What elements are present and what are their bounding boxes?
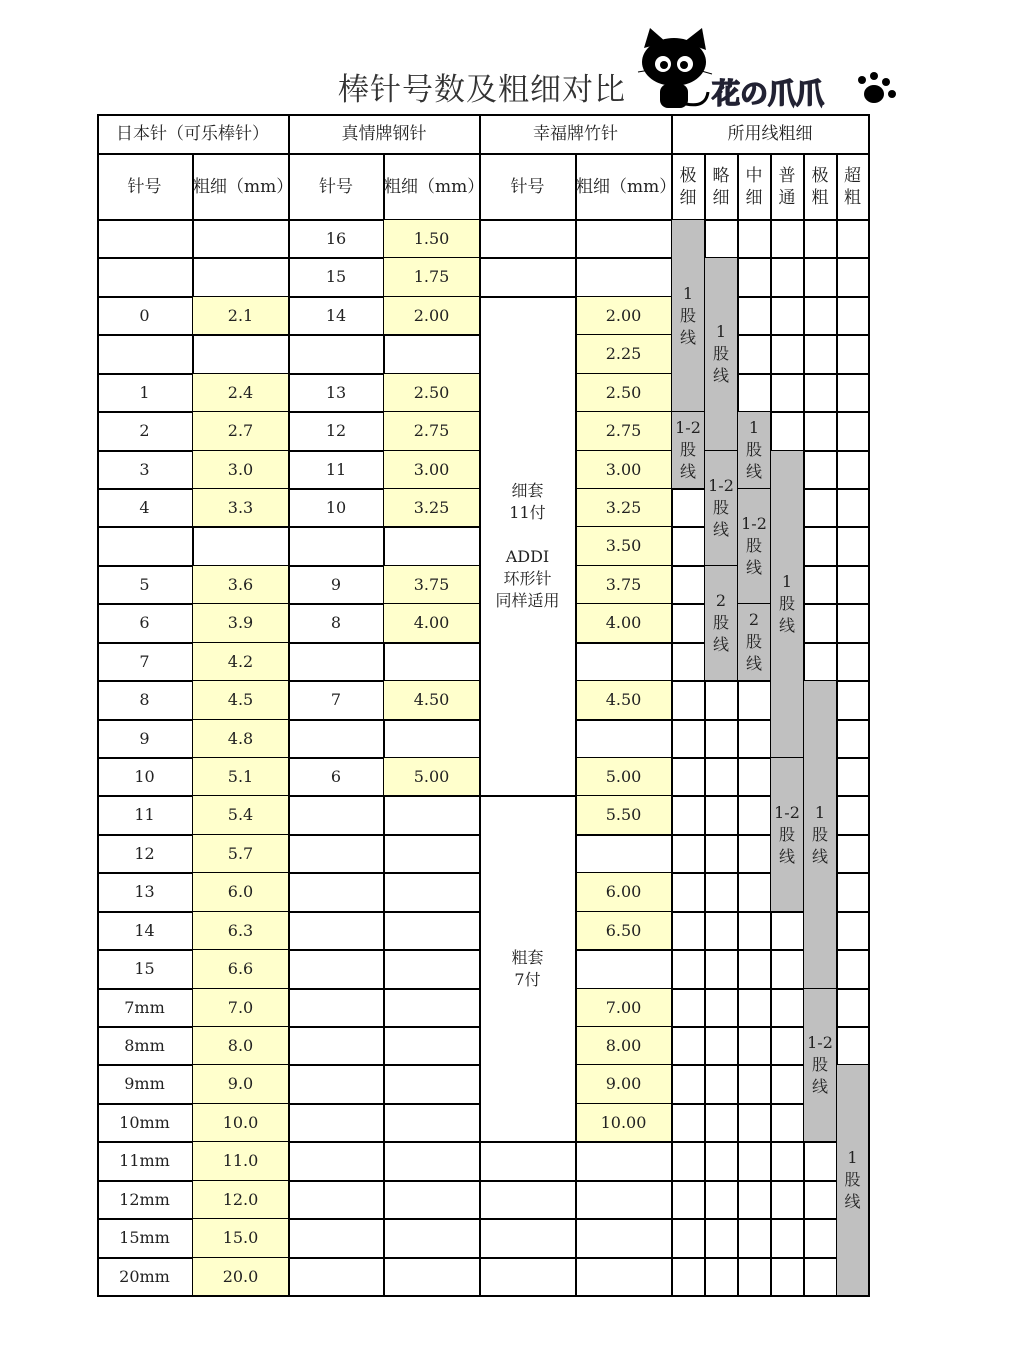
japanese-needle-no: 10 [97,758,194,797]
zhenqing-size-mm [384,873,481,913]
xingfu-size-mm: 6.50 [576,912,673,951]
xingfu-size-mm: 6.00 [576,873,673,913]
zhenqing-size-mm [384,720,481,759]
thread-cell-empty [705,1027,739,1066]
zhenqing-size-mm: 2.00 [384,297,481,336]
xingfu-size-mm [576,1258,673,1297]
thread-header: 略 细 [705,154,739,221]
xingfu-size-mm: 4.00 [576,604,673,644]
zhenqing-needle-no [289,720,385,759]
thread-ply-span: 1-2 股 线 [804,989,838,1143]
thread-ply-span: 2 股 线 [705,566,739,682]
thread-cell-empty [837,258,870,298]
japanese-size-mm: 8.0 [193,1027,290,1066]
japanese-needle-no: 1 [97,374,194,413]
thread-cell-empty [672,758,706,797]
thread-cell-empty [738,950,772,990]
zhenqing-needle-no [289,796,385,836]
xingfu-needle-no [480,1181,577,1220]
xingfu-size-mm: 10.00 [576,1104,673,1143]
thread-cell-empty [738,758,772,797]
zhenqing-needle-no [289,1181,385,1220]
thread-cell-empty [771,335,805,375]
thread-cell-empty [837,835,870,874]
xingfu-size-mm: 4.50 [576,681,673,721]
zhenqing-size-mm [384,1065,481,1105]
japanese-needle-no: 7mm [97,989,194,1028]
xingfu-size-mm: 5.50 [576,796,673,836]
thread-cell-empty [804,1181,838,1220]
japanese-size-mm: 11.0 [193,1142,290,1182]
xingfu-size-mm [576,1219,673,1259]
thread-cell-empty [771,1219,805,1259]
zhenqing-needle-no [289,1219,385,1259]
xingfu-needle-no [480,1142,577,1182]
zhenqing-size-mm: 4.00 [384,604,481,644]
zhenqing-needle-no: 16 [289,220,385,259]
xingfu-size-mm: 2.00 [576,297,673,336]
thread-cell-empty [837,912,870,951]
size-mm-header: 粗细（mm） [576,154,673,221]
japanese-needle-no: 5 [97,566,194,605]
thread-cell-empty [738,297,772,336]
thread-cell-empty [672,681,706,721]
japanese-needle-no: 7 [97,643,194,682]
thread-cell-empty [771,989,805,1028]
thread-ply-span: 2 股 线 [738,604,772,682]
xingfu-size-mm [576,1142,673,1182]
thread-header: 中 细 [738,154,772,221]
zhenqing-needle-no [289,1142,385,1182]
zhenqing-needle-no [289,873,385,913]
thread-cell-empty [771,258,805,298]
thread-header: 极 粗 [804,154,838,221]
japanese-size-mm: 4.8 [193,720,290,759]
japanese-size-mm: 5.1 [193,758,290,797]
xingfu-size-mm: 7.00 [576,989,673,1028]
thread-cell-empty [738,258,772,298]
zhenqing-needle-no: 15 [289,258,385,298]
thread-cell-empty [771,1065,805,1105]
thread-cell-empty [804,220,838,259]
zhenqing-needle-no [289,335,385,375]
thread-ply-span: 1-2 股 线 [672,412,706,490]
thread-cell-empty [705,758,739,797]
thread-cell-empty [672,1258,706,1297]
zhenqing-needle-no: 13 [289,374,385,413]
thread-cell-empty [705,1065,739,1105]
thread-cell-empty [672,604,706,644]
xingfu-size-mm [576,835,673,874]
thread-cell-empty [672,1142,706,1182]
thread-cell-empty [738,681,772,721]
thread-ply-span: 1 股 线 [738,412,772,490]
thread-cell-empty [771,297,805,336]
japanese-needle-no: 6 [97,604,194,644]
japanese-needle-no: 8 [97,681,194,721]
japanese-needle-no: 4 [97,489,194,528]
zhenqing-needle-no [289,950,385,990]
thread-cell-empty [771,1027,805,1066]
japanese-needle-no [97,335,194,375]
xingfu-size-mm [576,950,673,990]
thread-cell-empty [672,950,706,990]
zhenqing-size-mm [384,1104,481,1143]
thread-cell-empty [837,604,870,644]
japanese-size-mm: 7.0 [193,989,290,1028]
needle-no-header: 针号 [480,154,577,221]
thread-header: 极 细 [672,154,706,221]
thread-cell-empty [672,1104,706,1143]
thread-ply-span: 1 股 线 [771,451,805,759]
thread-cell-empty [672,527,706,567]
japanese-needle-no: 20mm [97,1258,194,1297]
page-title: 棒针号数及粗细对比 [338,72,626,108]
zhenqing-size-mm [384,912,481,951]
japanese-size-mm [193,220,290,259]
thread-cell-empty [804,335,838,375]
xingfu-size-mm: 5.00 [576,758,673,797]
thread-cell-empty [738,1027,772,1066]
japanese-size-mm: 3.9 [193,604,290,644]
thread-cell-empty [672,912,706,951]
thread-cell-empty [705,950,739,990]
thread-cell-empty [705,1104,739,1143]
japanese-size-mm: 20.0 [193,1258,290,1297]
zhenqing-size-mm: 3.00 [384,451,481,490]
japanese-needle-no: 8mm [97,1027,194,1066]
japanese-needle-no: 12 [97,835,194,874]
zhenqing-needle-no: 6 [289,758,385,797]
xingfu-size-mm: 3.75 [576,566,673,605]
thread-cell-empty [837,1027,870,1066]
xingfu-size-mm [576,1181,673,1220]
thread-cell-empty [837,451,870,490]
japanese-needle-no: 9mm [97,1065,194,1105]
thread-cell-empty [804,451,838,490]
zhenqing-size-mm [384,1219,481,1259]
thread-cell-empty [804,297,838,336]
thread-cell-empty [672,1065,706,1105]
japanese-size-mm [193,258,290,298]
thread-cell-empty [837,758,870,797]
zhenqing-size-mm [384,989,481,1028]
group-header-thread: 所用线粗细 [672,114,870,155]
thread-cell-empty [738,1219,772,1259]
japanese-needle-no [97,258,194,298]
thread-cell-empty [738,912,772,951]
thread-cell-empty [837,950,870,990]
thread-cell-empty [804,1219,838,1259]
zhenqing-size-mm: 3.25 [384,489,481,528]
thread-cell-empty [771,950,805,990]
xingfu-needle-no [480,1219,577,1259]
zhenqing-needle-no: 7 [289,681,385,721]
xingfu-set-note: 粗套 7付 [480,796,577,1143]
thread-cell-empty [705,220,739,259]
thread-cell-empty [804,489,838,528]
thread-cell-empty [672,1027,706,1066]
japanese-size-mm: 12.0 [193,1181,290,1220]
thread-cell-empty [738,835,772,874]
japanese-size-mm [193,335,290,375]
zhenqing-size-mm [384,1258,481,1297]
thread-cell-empty [837,643,870,682]
zhenqing-needle-no [289,1065,385,1105]
thread-cell-empty [837,489,870,528]
japanese-size-mm: 3.6 [193,566,290,605]
thread-ply-span: 1-2 股 线 [738,489,772,605]
size-mm-header: 粗细（mm） [384,154,481,221]
thread-cell-empty [804,1142,838,1182]
thread-cell-empty [771,374,805,413]
thread-cell-empty [804,258,838,298]
japanese-needle-no: 12mm [97,1181,194,1220]
thread-cell-empty [837,220,870,259]
thread-ply-span: 1 股 线 [804,681,838,990]
xingfu-size-mm [576,643,673,682]
japanese-needle-no: 11mm [97,1142,194,1182]
thread-ply-span: 1 股 线 [672,220,706,413]
thread-cell-empty [672,1181,706,1220]
thread-cell-empty [738,873,772,913]
zhenqing-needle-no [289,835,385,874]
zhenqing-size-mm: 3.75 [384,566,481,605]
zhenqing-needle-no [289,1258,385,1297]
thread-cell-empty [771,1142,805,1182]
japanese-needle-no: 10mm [97,1104,194,1143]
thread-cell-empty [705,1258,739,1297]
xingfu-size-mm: 3.00 [576,451,673,490]
japanese-size-mm: 5.7 [193,835,290,874]
japanese-needle-no: 3 [97,451,194,490]
zhenqing-size-mm: 2.75 [384,412,481,452]
xingfu-needle-no [480,1258,577,1297]
zhenqing-needle-no [289,1104,385,1143]
xingfu-size-mm: 8.00 [576,1027,673,1066]
thread-ply-span: 1 股 线 [705,258,739,452]
thread-cell-empty [804,527,838,567]
xingfu-size-mm: 3.25 [576,489,673,528]
thread-cell-empty [837,566,870,605]
japanese-size-mm: 3.0 [193,451,290,490]
thread-cell-empty [804,604,838,644]
zhenqing-size-mm: 4.50 [384,681,481,721]
thread-cell-empty [804,566,838,605]
thread-cell-empty [738,1142,772,1182]
xingfu-size-mm [576,720,673,759]
thread-cell-empty [738,220,772,259]
japanese-size-mm: 15.0 [193,1219,290,1259]
xingfu-size-mm: 9.00 [576,1065,673,1105]
zhenqing-needle-no: 10 [289,489,385,528]
thread-cell-empty [672,489,706,528]
thread-cell-empty [738,720,772,759]
thread-cell-empty [705,681,739,721]
japanese-needle-no: 14 [97,912,194,951]
thread-cell-empty [771,220,805,259]
thread-cell-empty [705,835,739,874]
japanese-size-mm [193,527,290,567]
zhenqing-size-mm [384,1027,481,1066]
size-mm-header: 粗细（mm） [193,154,290,221]
japanese-needle-no: 11 [97,796,194,836]
zhenqing-needle-no: 11 [289,451,385,490]
thread-cell-empty [705,796,739,836]
xingfu-size-mm: 2.75 [576,412,673,452]
thread-header: 超 粗 [837,154,870,221]
thread-cell-empty [672,720,706,759]
thread-cell-empty [837,989,870,1028]
japanese-size-mm: 6.6 [193,950,290,990]
thread-cell-empty [738,335,772,375]
thread-cell-empty [804,412,838,452]
group-header-zhenqing: 真情牌钢针 [289,114,481,155]
thread-cell-empty [771,1258,805,1297]
xingfu-size-mm [576,258,673,298]
zhenqing-needle-no [289,912,385,951]
zhenqing-size-mm: 2.50 [384,374,481,413]
xingfu-needle-no [480,258,577,298]
japanese-needle-no: 15mm [97,1219,194,1259]
xingfu-set-note: 细套 11付 ADDI 环形针 同样适用 [480,297,577,797]
japanese-needle-no: 15 [97,950,194,990]
thread-cell-empty [738,1181,772,1220]
thread-cell-empty [705,912,739,951]
thread-cell-empty [705,1181,739,1220]
zhenqing-needle-no [289,989,385,1028]
zhenqing-needle-no: 12 [289,412,385,452]
thread-cell-empty [771,912,805,951]
thread-ply-span: 1-2 股 线 [705,451,739,567]
japanese-size-mm: 3.3 [193,489,290,528]
zhenqing-size-mm [384,835,481,874]
thread-cell-empty [738,1104,772,1143]
cat-logo [636,28,898,112]
japanese-needle-no: 2 [97,412,194,452]
zhenqing-needle-no [289,643,385,682]
xingfu-size-mm: 3.50 [576,527,673,567]
japanese-size-mm: 9.0 [193,1065,290,1105]
japanese-needle-no: 9 [97,720,194,759]
thread-cell-empty [672,873,706,913]
needle-no-header: 针号 [289,154,385,221]
thread-ply-span: 1 股 线 [837,1065,870,1297]
thread-cell-empty [837,527,870,567]
japanese-needle-no: 13 [97,873,194,913]
zhenqing-needle-no [289,527,385,567]
thread-cell-empty [672,566,706,605]
thread-cell-empty [672,989,706,1028]
japanese-needle-no: 0 [97,297,194,336]
thread-cell-empty [672,1219,706,1259]
thread-cell-empty [837,374,870,413]
thread-cell-empty [705,1219,739,1259]
japanese-size-mm: 4.2 [193,643,290,682]
thread-cell-empty [705,989,739,1028]
xingfu-size-mm: 2.50 [576,374,673,413]
needle-no-header: 针号 [97,154,194,221]
zhenqing-size-mm [384,643,481,682]
zhenqing-needle-no: 14 [289,297,385,336]
japanese-size-mm: 6.3 [193,912,290,951]
zhenqing-size-mm: 5.00 [384,758,481,797]
xingfu-size-mm [576,220,673,259]
thread-cell-empty [705,1142,739,1182]
group-header-japanese: 日本针（可乐棒针） [97,114,290,155]
thread-cell-empty [738,1065,772,1105]
thread-cell-empty [705,873,739,913]
zhenqing-size-mm [384,950,481,990]
japanese-size-mm: 2.1 [193,297,290,336]
japanese-size-mm: 2.7 [193,412,290,452]
zhenqing-size-mm [384,1181,481,1220]
thread-cell-empty [672,796,706,836]
thread-ply-span: 1-2 股 线 [771,758,805,913]
zhenqing-needle-no [289,1027,385,1066]
thread-cell-empty [804,643,838,682]
zhenqing-size-mm [384,1142,481,1182]
thread-cell-empty [771,1104,805,1143]
group-header-xingfu: 幸福牌竹针 [480,114,673,155]
thread-cell-empty [771,1181,805,1220]
thread-cell-empty [804,1258,838,1297]
xingfu-size-mm: 2.25 [576,335,673,375]
thread-cell-empty [738,796,772,836]
thread-cell-empty [771,412,805,452]
zhenqing-size-mm [384,796,481,836]
zhenqing-needle-no: 8 [289,604,385,644]
thread-cell-empty [804,374,838,413]
japanese-size-mm: 5.4 [193,796,290,836]
thread-cell-empty [672,835,706,874]
japanese-size-mm: 4.5 [193,681,290,721]
thread-cell-empty [837,412,870,452]
thread-cell-empty [672,643,706,682]
zhenqing-size-mm: 1.50 [384,220,481,259]
japanese-needle-no [97,527,194,567]
zhenqing-size-mm [384,335,481,375]
thread-cell-empty [837,796,870,836]
thread-cell-empty [738,1258,772,1297]
thread-cell-empty [705,720,739,759]
thread-cell-empty [837,720,870,759]
zhenqing-size-mm: 1.75 [384,258,481,298]
japanese-size-mm: 6.0 [193,873,290,913]
zhenqing-size-mm [384,527,481,567]
thread-cell-empty [738,989,772,1028]
japanese-size-mm: 10.0 [193,1104,290,1143]
thread-cell-empty [738,374,772,413]
thread-cell-empty [837,681,870,721]
logo-text: 花の爪爪 [712,77,825,110]
thread-cell-empty [837,297,870,336]
japanese-size-mm: 2.4 [193,374,290,413]
xingfu-needle-no [480,220,577,259]
zhenqing-needle-no: 9 [289,566,385,605]
japanese-needle-no [97,220,194,259]
thread-header: 普 通 [771,154,805,221]
thread-cell-empty [837,335,870,375]
thread-cell-empty [837,873,870,913]
